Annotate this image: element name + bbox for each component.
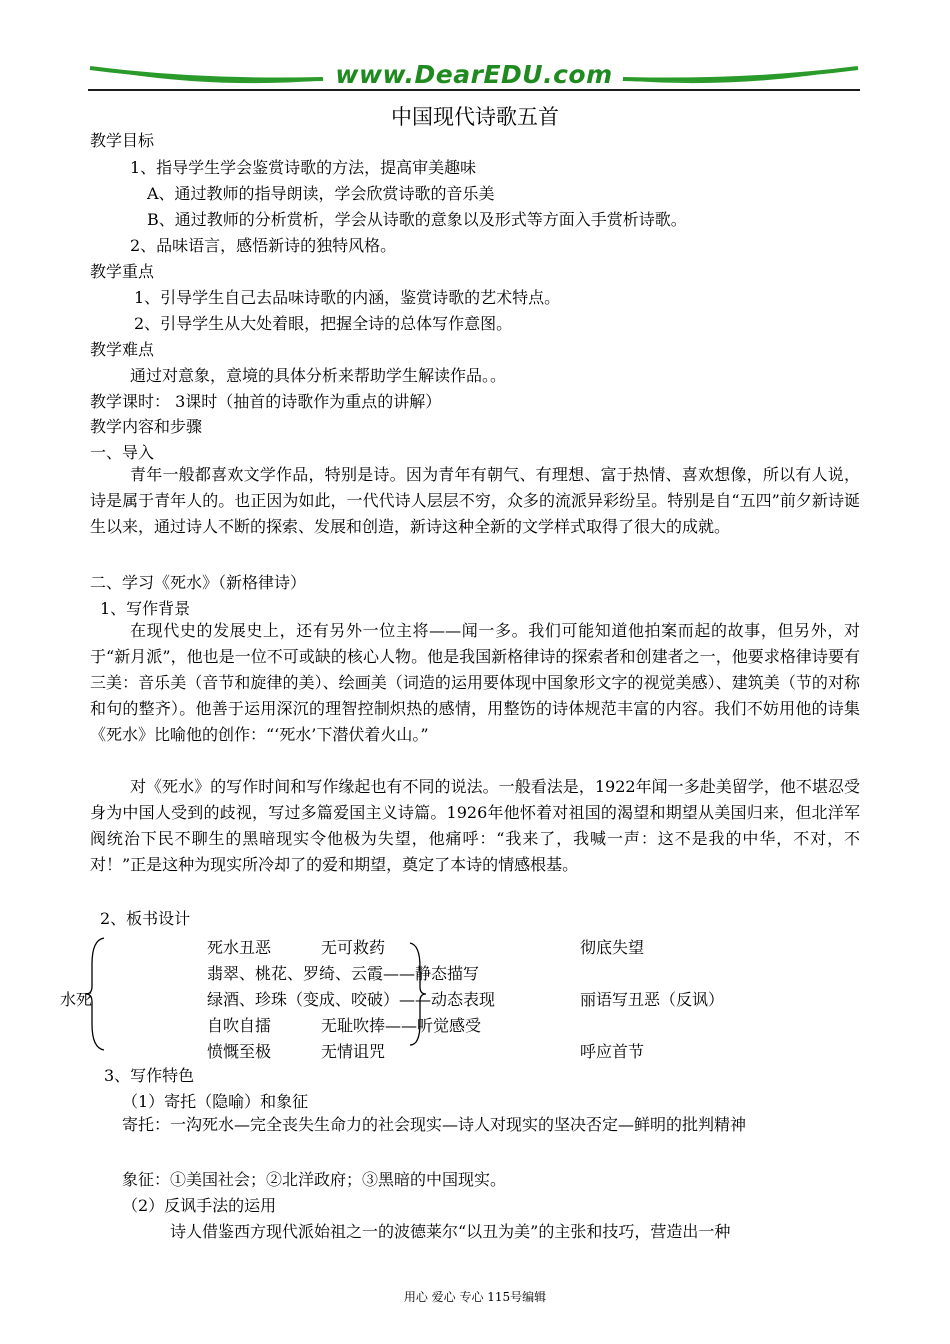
board-row-4-a: 自吹自擂 <box>207 1016 272 1035</box>
goal-heading: 教学目标 <box>90 131 155 150</box>
board-row-3-c: 丽语写丑恶（反讽） <box>580 990 725 1009</box>
board-row-5-c: 呼应首节 <box>580 1042 645 1061</box>
board-row-1-a: 死水丑恶 <box>207 938 272 957</box>
key-item-2: 2、引导学生从大处着眼，把握全诗的总体写作意图。 <box>134 314 513 333</box>
last-paragraph: 诗人借鉴西方现代派始祖之一的波德莱尔“以丑为美”的主张和技巧，营造出一种 <box>170 1222 731 1241</box>
key-heading: 教学重点 <box>90 262 155 281</box>
background-paragraph-1: 在现代史的发展史上，还有另外一位主将——闻一多。我们可能知道他拍案而起的故事，但另外，对于“新月派”，他也是一位不可或缺的核心人物。他是我国新格律诗的探索者和创建者之一，他要求格律诗要有三美：音乐美（音节和旋律的美）、绘画美（词造的运用要体现中国象形文字的视觉美感）、建筑美（节的对称和句的整齐）。他善于运用深沉的理智控制炽热的感情，用整饬的诗体规范丰富的内容。我们不妨用他的诗集《死水》比喻他的创作：“‘死水’下潜伏着火山。” <box>90 621 860 744</box>
board-row-4-b: 无耻吹捧——听觉感受 <box>321 1016 482 1035</box>
intro-paragraph: 青年一般都喜欢文学作品，特别是诗。因为青年有朝气、有理想、富于热情、喜欢想像，所以有人说，诗是属于青年人的。也正因为如此，一代代诗人层层不穷，众多的流派异彩纷呈。特别是自“五四”前夕新诗诞生以来，通过诗人不断的探索、发展和创造，新诗这种全新的文学样式取得了很大的成就。 <box>90 465 860 536</box>
steps-heading: 教学内容和步骤 <box>90 417 203 436</box>
background-paragraph-2: 对《死水》的写作时间和写作缘起也有不同的说法。一般看法是，1922年闻一多赴美留学，他不堪忍受身为中国人受到的歧视，写过多篇爱国主义诗篇。1926年他怀着对祖国的渴望和期望从美国归来，但北洋军阀统治下民不聊生的黑暗现实令他极为失望，他痛呼：“我来了，我喊一声：这不是我的中华，不对，不对！”正是这种为现实所冷却了的爱和期望，奠定了本诗的情感根基。 <box>90 777 860 874</box>
board-label: 水死 <box>60 990 93 1009</box>
goal-item-1: 1、指导学生学会鉴赏诗歌的方法，提高审美趣味 <box>130 158 477 177</box>
difficulty-heading: 教学难点 <box>90 340 155 359</box>
board-row-1-b: 无可救药 <box>321 938 386 957</box>
difficulty-item: 通过对意象，意境的具体分析来帮助学生解读作品。。 <box>130 366 507 385</box>
document-title: 中国现代诗歌五首 <box>391 105 559 129</box>
subsection-board: 2、板书设计 <box>100 909 191 928</box>
jituo-paragraph: 寄托：一沟死水—完全丧失生命力的社会现实—诗人对现实的坚决否定—鲜明的批判精神 <box>122 1115 747 1134</box>
feature-1-heading: （1）寄托（隐喻）和象征 <box>122 1092 309 1111</box>
page-footer: 用心 爱心 专心 115号编辑 <box>403 1290 547 1304</box>
symbol-line: 象征：①美国社会；②北洋政府；③黑暗的中国现实。 <box>122 1170 507 1189</box>
board-row-5-b: 无情诅咒 <box>321 1042 386 1061</box>
goal-item-2: 2、品味语言，感悟新诗的独特风格。 <box>130 236 397 255</box>
site-logo-text: www.DearEDU.com <box>335 60 613 89</box>
class-hours: 教学课时： 3课时（抽首的诗歌作为重点的讲解） <box>90 392 442 411</box>
board-row-3: 绿酒、珍珠（变成、咬破）——动态表现 <box>207 990 496 1009</box>
goal-item-a: A、通过教师的指导朗读，学会欣赏诗歌的音乐美 <box>147 184 495 203</box>
header-banner <box>88 60 860 94</box>
key-item-1: 1、引导学生自己去品味诗歌的内涵，鉴赏诗歌的艺术特点。 <box>134 288 561 307</box>
board-row-2: 翡翠、桃花、罗绮、云霞——静态描写 <box>207 964 480 983</box>
section-1-heading: 一、导入 <box>90 443 155 462</box>
feature-2-heading: （2）反讽手法的运用 <box>122 1196 277 1215</box>
header-rule <box>88 89 860 91</box>
subsection-background: 1、写作背景 <box>100 599 191 618</box>
subsection-features: 3、写作特色 <box>104 1066 195 1085</box>
goal-item-b: B、通过教师的分析赏析，学会从诗歌的意象以及形式等方面入手赏析诗歌。 <box>147 210 687 229</box>
board-row-1-c: 彻底失望 <box>580 938 645 957</box>
board-row-5-a: 愤慨至极 <box>207 1042 272 1061</box>
section-2-heading: 二、学习《死水》（新格律诗） <box>90 573 307 592</box>
